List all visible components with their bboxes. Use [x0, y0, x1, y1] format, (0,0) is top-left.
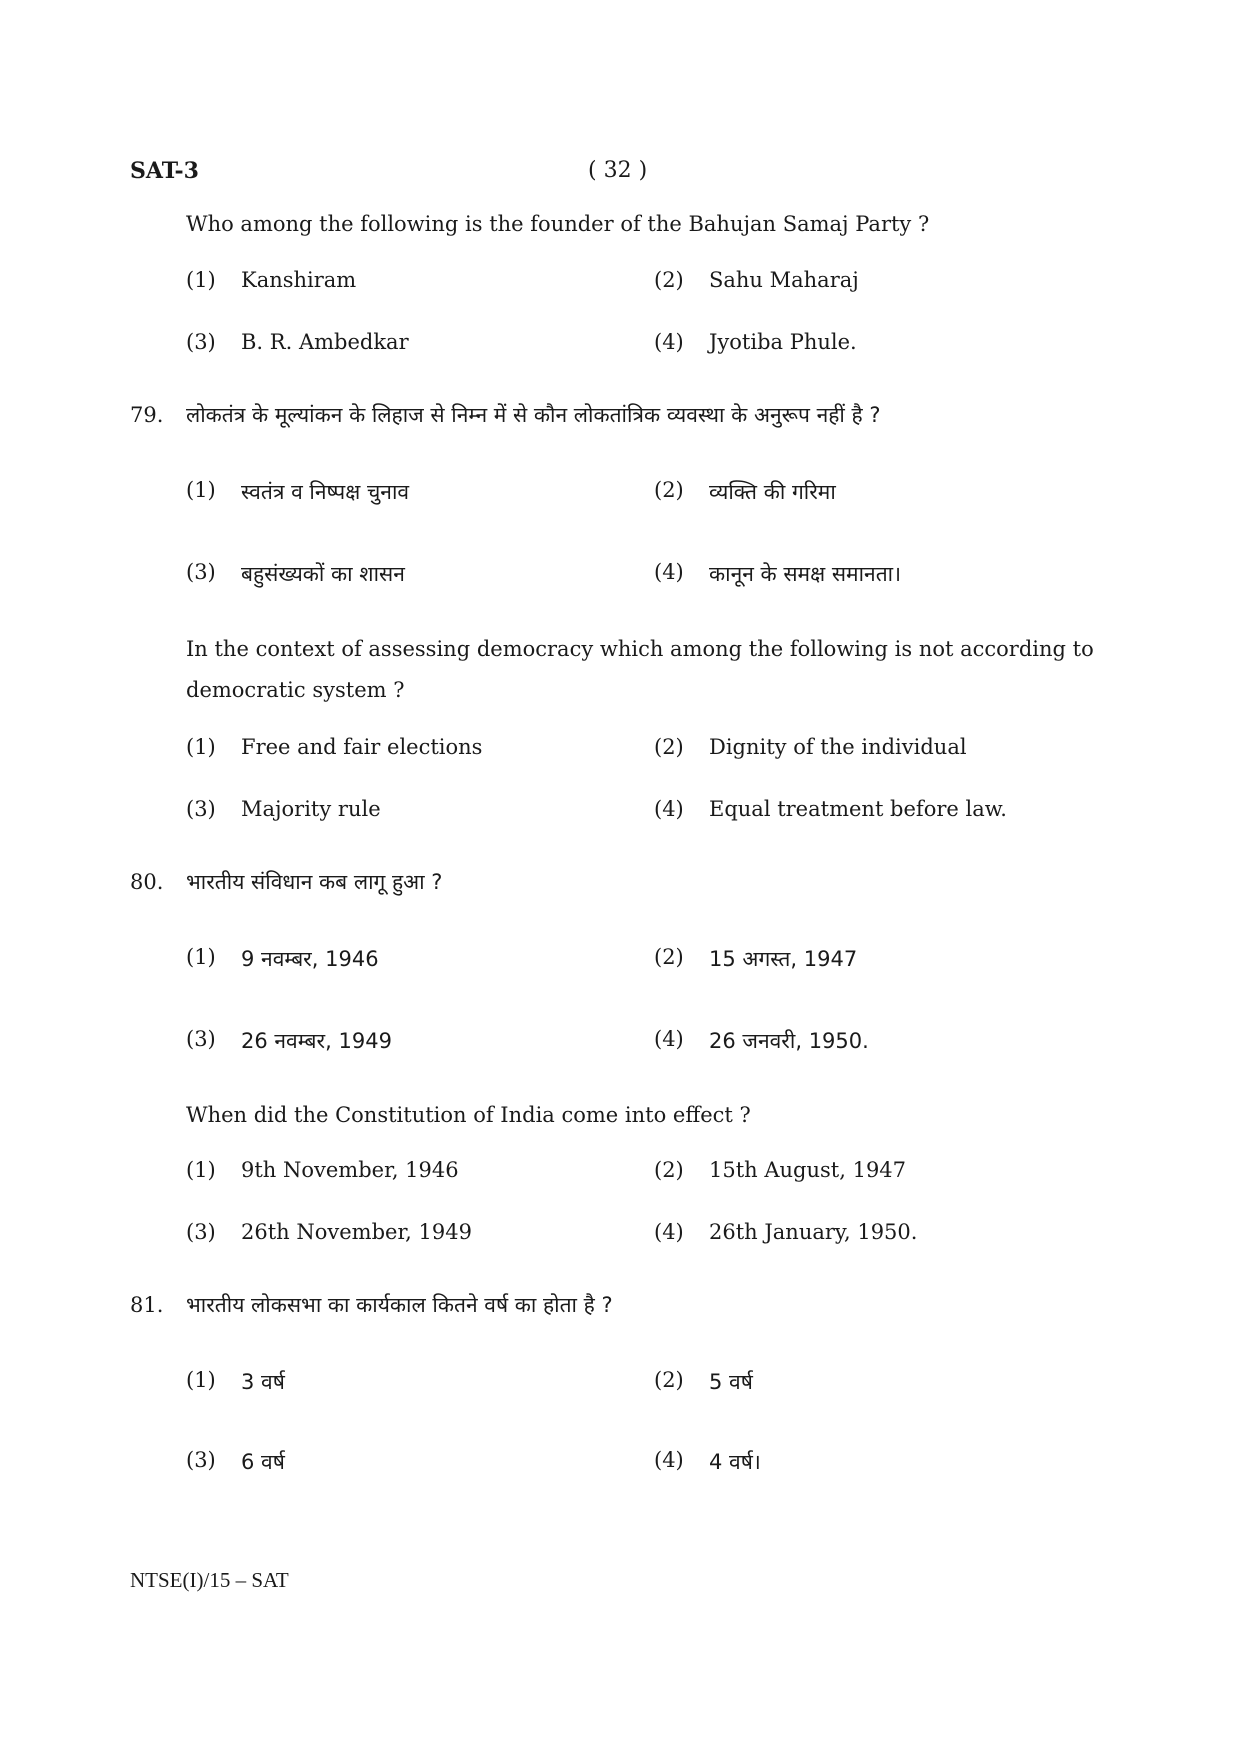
exam-page: SAT-3 ( 32 ) Who among the following is the founder of the Bahujan Samaj Party ? (1) Kanshiram (2) Sahu Maharaj (3) B. R. Ambedkar (4) Jyotiba Phule. 79. लोकतंत्र के मूल्यांकन के लिहाज से निम्न में से कौन लोकतांत्रिक व्यवस्था के अनुरूप नहीं है ? (1) स्वतंत्र व निष्पक्ष चुनाव (2) व्यक्ति की गरिमा (3) बहुसंख्यकों का शासन (4) कानून के समक्ष समानता। In the context of assessing democracy which among the following is not according to democratic system ? (1) Free and fair elections (2) Dignity of the individual (3) Majority rule (4) Equal treatment before law. 80. भारतीय संविधान कब लागू हुआ ? (1) 9 नवम्बर, 1946 (2) 15 अगस्त, 1947 (3) 26 नवम्बर, 1949 (4) 26 जनवरी, 1950. When did the Constitution of India come into effect ? (1) 9th November, 1946 (2) 15th August, 1947 (3) 26th November, 1949 (4) 26th January, 1950. 81. भारतीय लोकसभा का कार्यकाल कितने वर्ष का होता है ? (1) 3 वर्ष (2) 5 वर्ष (3) 6 वर्ष (4) 4 वर्ष। NTSE(I)/15 – SAT — [130, 158, 1094, 1592]
q80-number: 80. — [130, 870, 164, 894]
footer-code: NTSE(I)/15 – SAT — [130, 1568, 289, 1592]
page-number: ( 32 ) — [588, 158, 648, 183]
paper-code: SAT-3 — [130, 158, 199, 184]
q79-number: 79. — [130, 403, 164, 427]
q81-number: 81. — [130, 1293, 164, 1317]
